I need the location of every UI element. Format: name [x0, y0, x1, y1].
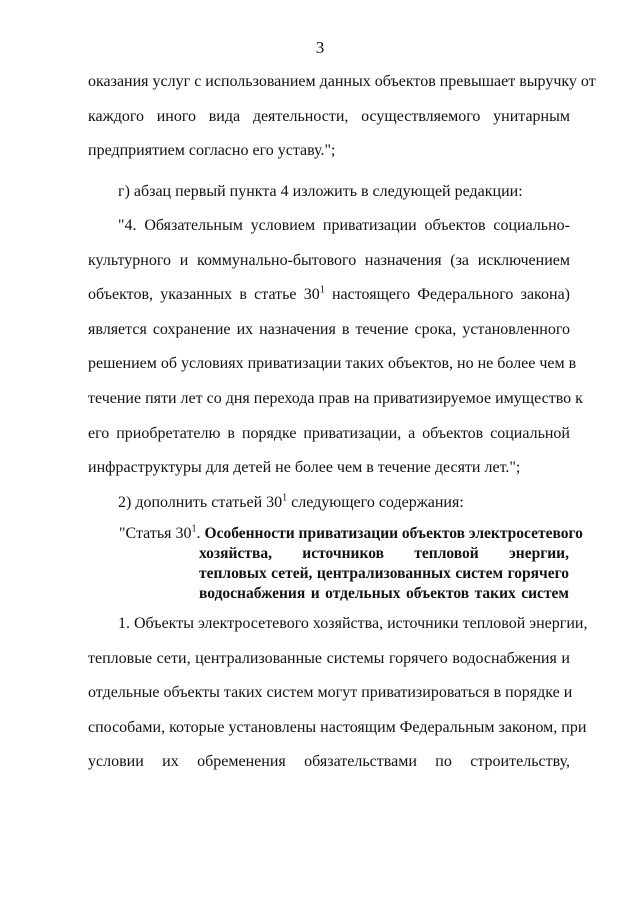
text-line: отдельные объекты таких систем могут приватизироваться в порядке и [88, 684, 573, 702]
text-line [88, 278, 570, 313]
article-label [119, 524, 201, 544]
page-number: 3 [315, 38, 325, 57]
text-line: каждого иного вида деятельности, осуществляемого унитарным [88, 107, 570, 125]
article-heading [119, 523, 583, 604]
paragraph-continuation [88, 65, 596, 169]
article-title-line: Особенности приватизации объектов электросетевого [204, 525, 583, 542]
text-line: способами, которые установлены настоящим Федеральным законом, при [88, 718, 587, 736]
text-fragment: 2) дополнить статьей 30 [118, 494, 283, 511]
text-line [88, 486, 570, 521]
article-title-line: тепловых сетей, централизованных систем горячего [199, 565, 569, 582]
text-line: решением об условиях приватизации таких объектов, но не более чем в [88, 355, 577, 373]
text-line: культурного и коммунально-бытового назначения (за исключением [88, 251, 570, 269]
text-line: условии их обременения обязательствами по строительству, [88, 753, 570, 771]
text-line: оказания услуг с использованием данных объектов превышает выручку от [88, 73, 596, 90]
superscript: 1 [319, 284, 325, 296]
text-fragment: "Статья 30 [119, 525, 192, 542]
article-title-line: хозяйства, источников тепловой энергии, [199, 545, 569, 562]
paragraph-amendment-g [88, 175, 570, 210]
text-fragment: . [196, 525, 201, 542]
superscript: 1 [282, 492, 288, 504]
text-line: тепловые сети, централизованные системы горячего водоснабжения и [88, 649, 570, 667]
article-head-row [119, 523, 583, 544]
text-line: г) абзац первый пункта 4 изложить в следующей редакции: [118, 183, 523, 200]
text-fragment: объектов, указанных в статье 30 [88, 286, 320, 304]
text-line: "4. Обязательным условием приватизации объектов социально- [118, 217, 570, 234]
text-fragment: следующего содержания: [287, 494, 464, 511]
superscript: 1 [191, 523, 197, 535]
paragraph-article-point-1 [88, 607, 588, 780]
text-line: течение пяти лет со дня перехода прав на приватизируемое имущество к [88, 389, 583, 407]
text-line: его приобретателю в порядке приватизации, а объектов социальной [88, 424, 570, 442]
article-title-line: водоснабжения и отдельных объектов таких систем [199, 585, 569, 602]
paragraph-quoted-point-4 [88, 209, 583, 486]
paragraph-amendment-2 [88, 486, 570, 521]
text-line: является сохранение их назначения в течение срока, установленного [88, 320, 570, 338]
text-fragment: настоящего Федерального закона) [324, 286, 570, 304]
text-line: предприятием согласно его уставу."; [88, 142, 336, 160]
text-line: инфраструктуры для детей не более чем в течение десяти лет."; [88, 459, 521, 477]
text-line: 1. Объекты электросетевого хозяйства, источники тепловой энергии, [118, 615, 588, 632]
